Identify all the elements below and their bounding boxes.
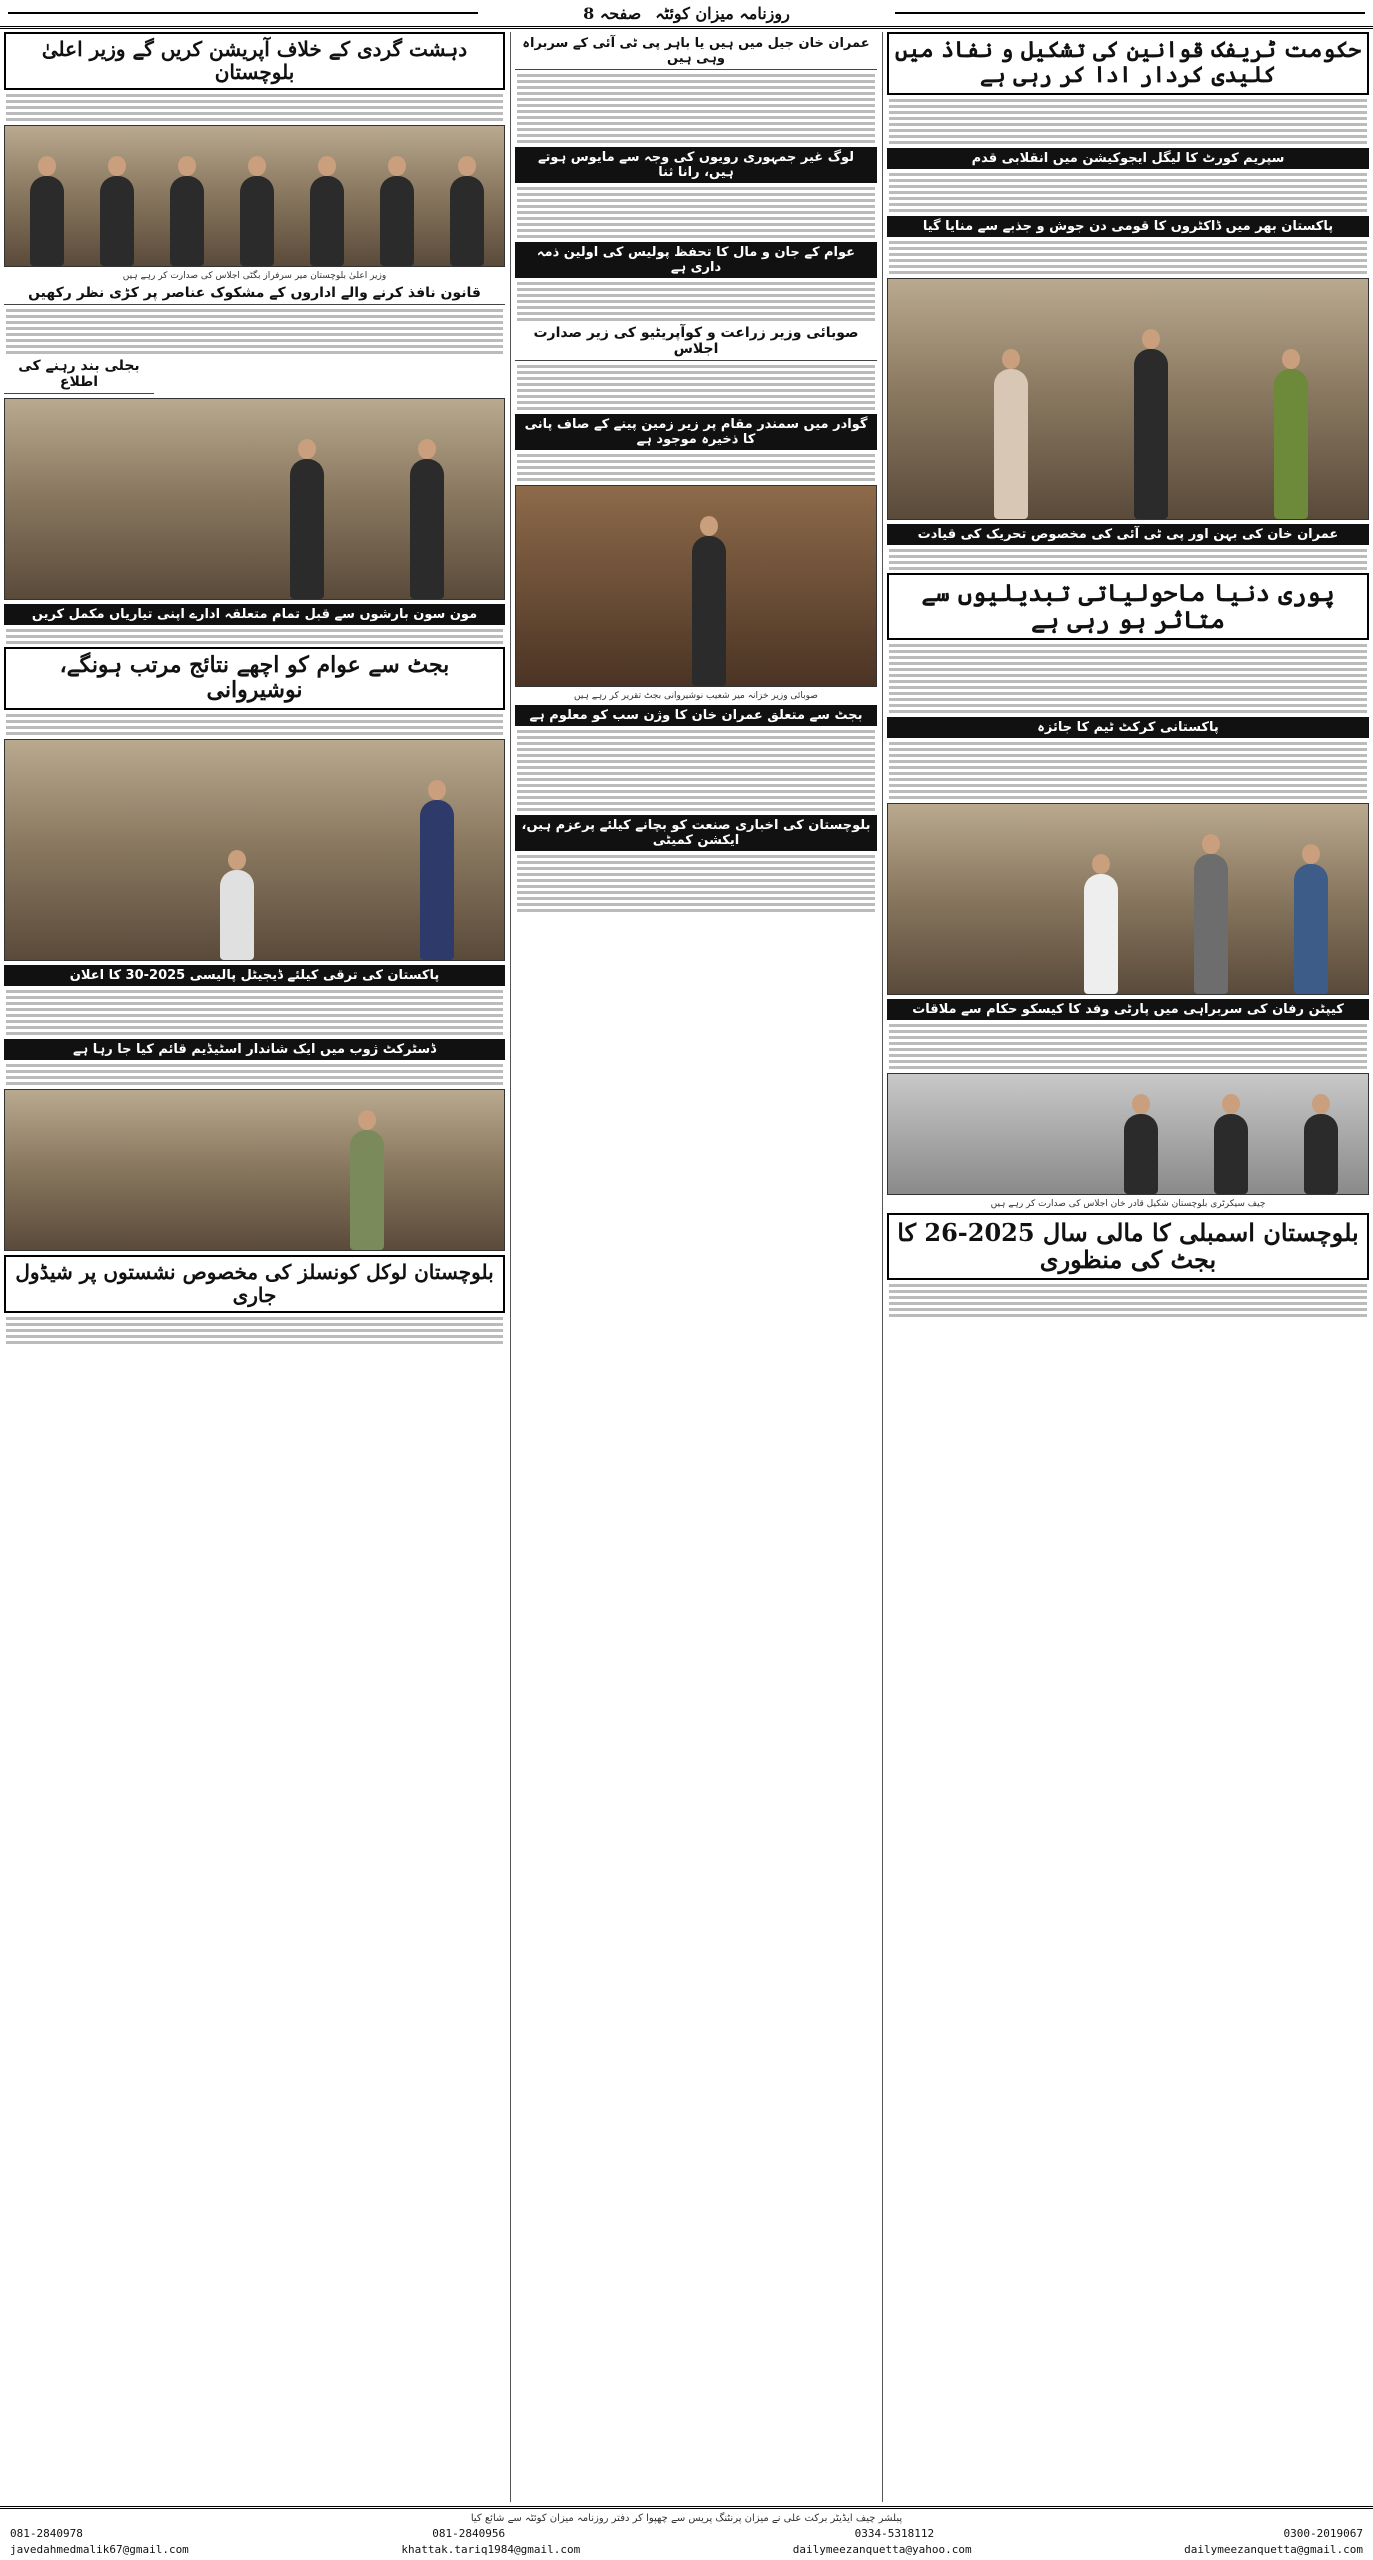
paper-name: روزنامہ میزان کوئٹہ: [655, 3, 790, 23]
phone: 0334-5318112: [854, 2527, 935, 2540]
article-text: [889, 549, 1367, 570]
article-text: [517, 74, 875, 143]
story-heading: بلوچستان کی اخباری صنعت کو بچانے کیلئے پرعزم ہیں، ایکشن کمیٹی: [515, 815, 877, 851]
headline: بلوچستان لوکل کونسلز کی مخصوص نشستوں پر شیڈول جاری: [4, 1255, 505, 1313]
story-heading: پاکستان کی ترقی کیلئے ڈیجیٹل پالیسی 2025-30 کا اعلان: [4, 965, 505, 986]
article-text: [517, 365, 875, 410]
email: dailymeezanquetta@yahoo.com: [792, 2543, 972, 2556]
story-heading: قانون نافذ کرنے والے اداروں کے مشکوک عناصر پر کڑی نظر رکھیں: [4, 285, 505, 305]
story-heading: گوادر میں سمندر مقام پر زیر زمین پینے کے صاف پانی کا ذخیرہ موجود ہے: [515, 414, 877, 450]
story-heading: ڈسٹرکٹ ژوب میں ایک شاندار اسٹیڈیم قائم کیا جا رہا ہے: [4, 1039, 505, 1060]
story-heading: عوام کے جان و مال کا تحفظ پولیس کی اولین ذمہ داری ہے: [515, 242, 877, 278]
article-text: [889, 1284, 1367, 1317]
article-text: [889, 173, 1367, 212]
news-photo: [887, 278, 1369, 520]
email: khattak.tariq1984@gmail.com: [401, 2543, 581, 2556]
news-photo: [4, 739, 505, 961]
photo-caption: چیف سیکرٹری بلوچستان شکیل قادر خان اجلاس کی صدارت کر رہے ہیں: [990, 1198, 1266, 1209]
story-heading: بجٹ سے متعلق عمران خان کا وژن سب کو معلوم ہے: [515, 705, 877, 726]
article-text: [6, 629, 503, 644]
headline: بجٹ سے عوام کو اچھے نتائج مرتب ہونگے، نوشیروانی: [4, 647, 505, 710]
phone: 081-2840978: [10, 2527, 83, 2540]
footer: [0, 2506, 1373, 2560]
story-heading: کیپٹن رفان کی سربراہی میں پارٹی وفد کا کیسکو حکام سے ملاقات: [887, 999, 1369, 1020]
news-photo: [4, 125, 505, 267]
right-column: [882, 32, 1373, 2502]
story-heading: لوگ غیر جمہوری رویوں کی وجہ سے مایوس ہوتے ہیں، رانا ثنا: [515, 147, 877, 183]
news-photo: [4, 1089, 505, 1251]
article-text: [517, 730, 875, 811]
story-heading: بجلی بند رہنے کی اطلاع: [4, 358, 154, 394]
article-text: [889, 1024, 1367, 1069]
story-heading: عمران خان کی بہن اور پی ٹی آئی کی مخصوص تحریک کی قیادت: [887, 524, 1369, 545]
article-text: [6, 1317, 503, 1344]
left-column: [0, 32, 509, 2502]
contact-row: [10, 2527, 1363, 2540]
article-text: [517, 855, 875, 912]
phone: 081-2840956: [432, 2527, 506, 2540]
article-text: [6, 714, 503, 735]
article-text: [6, 990, 503, 1035]
imprint-text: پبلشر چیف ایڈیٹر برکت علی نے میزان پرنٹنگ پریس سے چھپوا کر دفتر روزنامہ میزان کوئٹہ سے شائع کیا: [470, 2513, 903, 2524]
story-heading: پاکستانی کرکٹ ٹیم کا جائزہ: [887, 717, 1369, 738]
article-text: [889, 742, 1367, 799]
news-photo: [4, 398, 505, 600]
article-text: [6, 309, 503, 354]
photo-caption: وزیر اعلیٰ بلوچستان میر سرفراز بگٹی اجلاس کی صدارت کر رہے ہیں: [122, 271, 387, 281]
article-text: [889, 644, 1367, 713]
article-text: [889, 99, 1367, 144]
page-label: صفحہ 8: [583, 3, 642, 23]
story-heading: پاکستان بھر میں ڈاکٹروں کا قومی دن جوش و جذبے سے منایا گیا: [887, 216, 1369, 237]
article-text: [6, 94, 503, 121]
story-heading: صوبائی وزیر زراعت و کوآپریٹیو کی زیر صدارت اجلاس: [515, 325, 877, 361]
headline: بلوچستان اسمبلی کا مالی سال 2025-26 کا بجٹ کی منظوری: [887, 1213, 1369, 1280]
masthead-rule: [895, 12, 1365, 14]
headline: دہشت گردی کے خلاف آپریشن کریں گے وزیر اعلیٰ بلوچستان: [4, 32, 505, 90]
photo-caption: صوبائی وزیر خزانہ میر شعیب نوشیروانی بجٹ تقریر کر رہے ہیں: [574, 691, 818, 701]
article-text: [517, 187, 875, 238]
center-column: [510, 32, 881, 2502]
phone: 0300-2019067: [1283, 2527, 1363, 2540]
email: dailymeezanquetta@gmail.com: [1184, 2543, 1363, 2556]
masthead: [0, 0, 1373, 29]
email-row: [10, 2543, 1363, 2556]
story-heading: عمران خان جیل میں ہیں یا باہر پی ٹی آئی کے سربراہ وہی ہیں: [515, 36, 877, 70]
story-heading: مون سون بارشوں سے قبل تمام متعلقہ ادارے اپنی تیاریاں مکمل کریں: [4, 604, 505, 625]
email: javedahmedmalik67@gmail.com: [10, 2543, 189, 2556]
headline: حکومت ٹریفک قوانین کی تشکیل و نفاذ میں کلیدی کردار ادا کر رہی ہے: [887, 32, 1369, 95]
masthead-rule: [8, 12, 478, 14]
article-text: [889, 241, 1367, 274]
news-photo: [887, 1073, 1369, 1195]
article-text: [6, 1064, 503, 1085]
article-text: [517, 454, 875, 481]
story-heading: سپریم کورٹ کا لیگل ایجوکیشن میں انقلابی قدم: [887, 148, 1369, 169]
article-text: [517, 282, 875, 321]
headline: پوری دنیا ماحولیاتی تبدیلیوں سے متاثر ہو رہی ہے: [887, 573, 1369, 640]
news-photo: [515, 485, 877, 687]
news-photo: [887, 803, 1369, 995]
